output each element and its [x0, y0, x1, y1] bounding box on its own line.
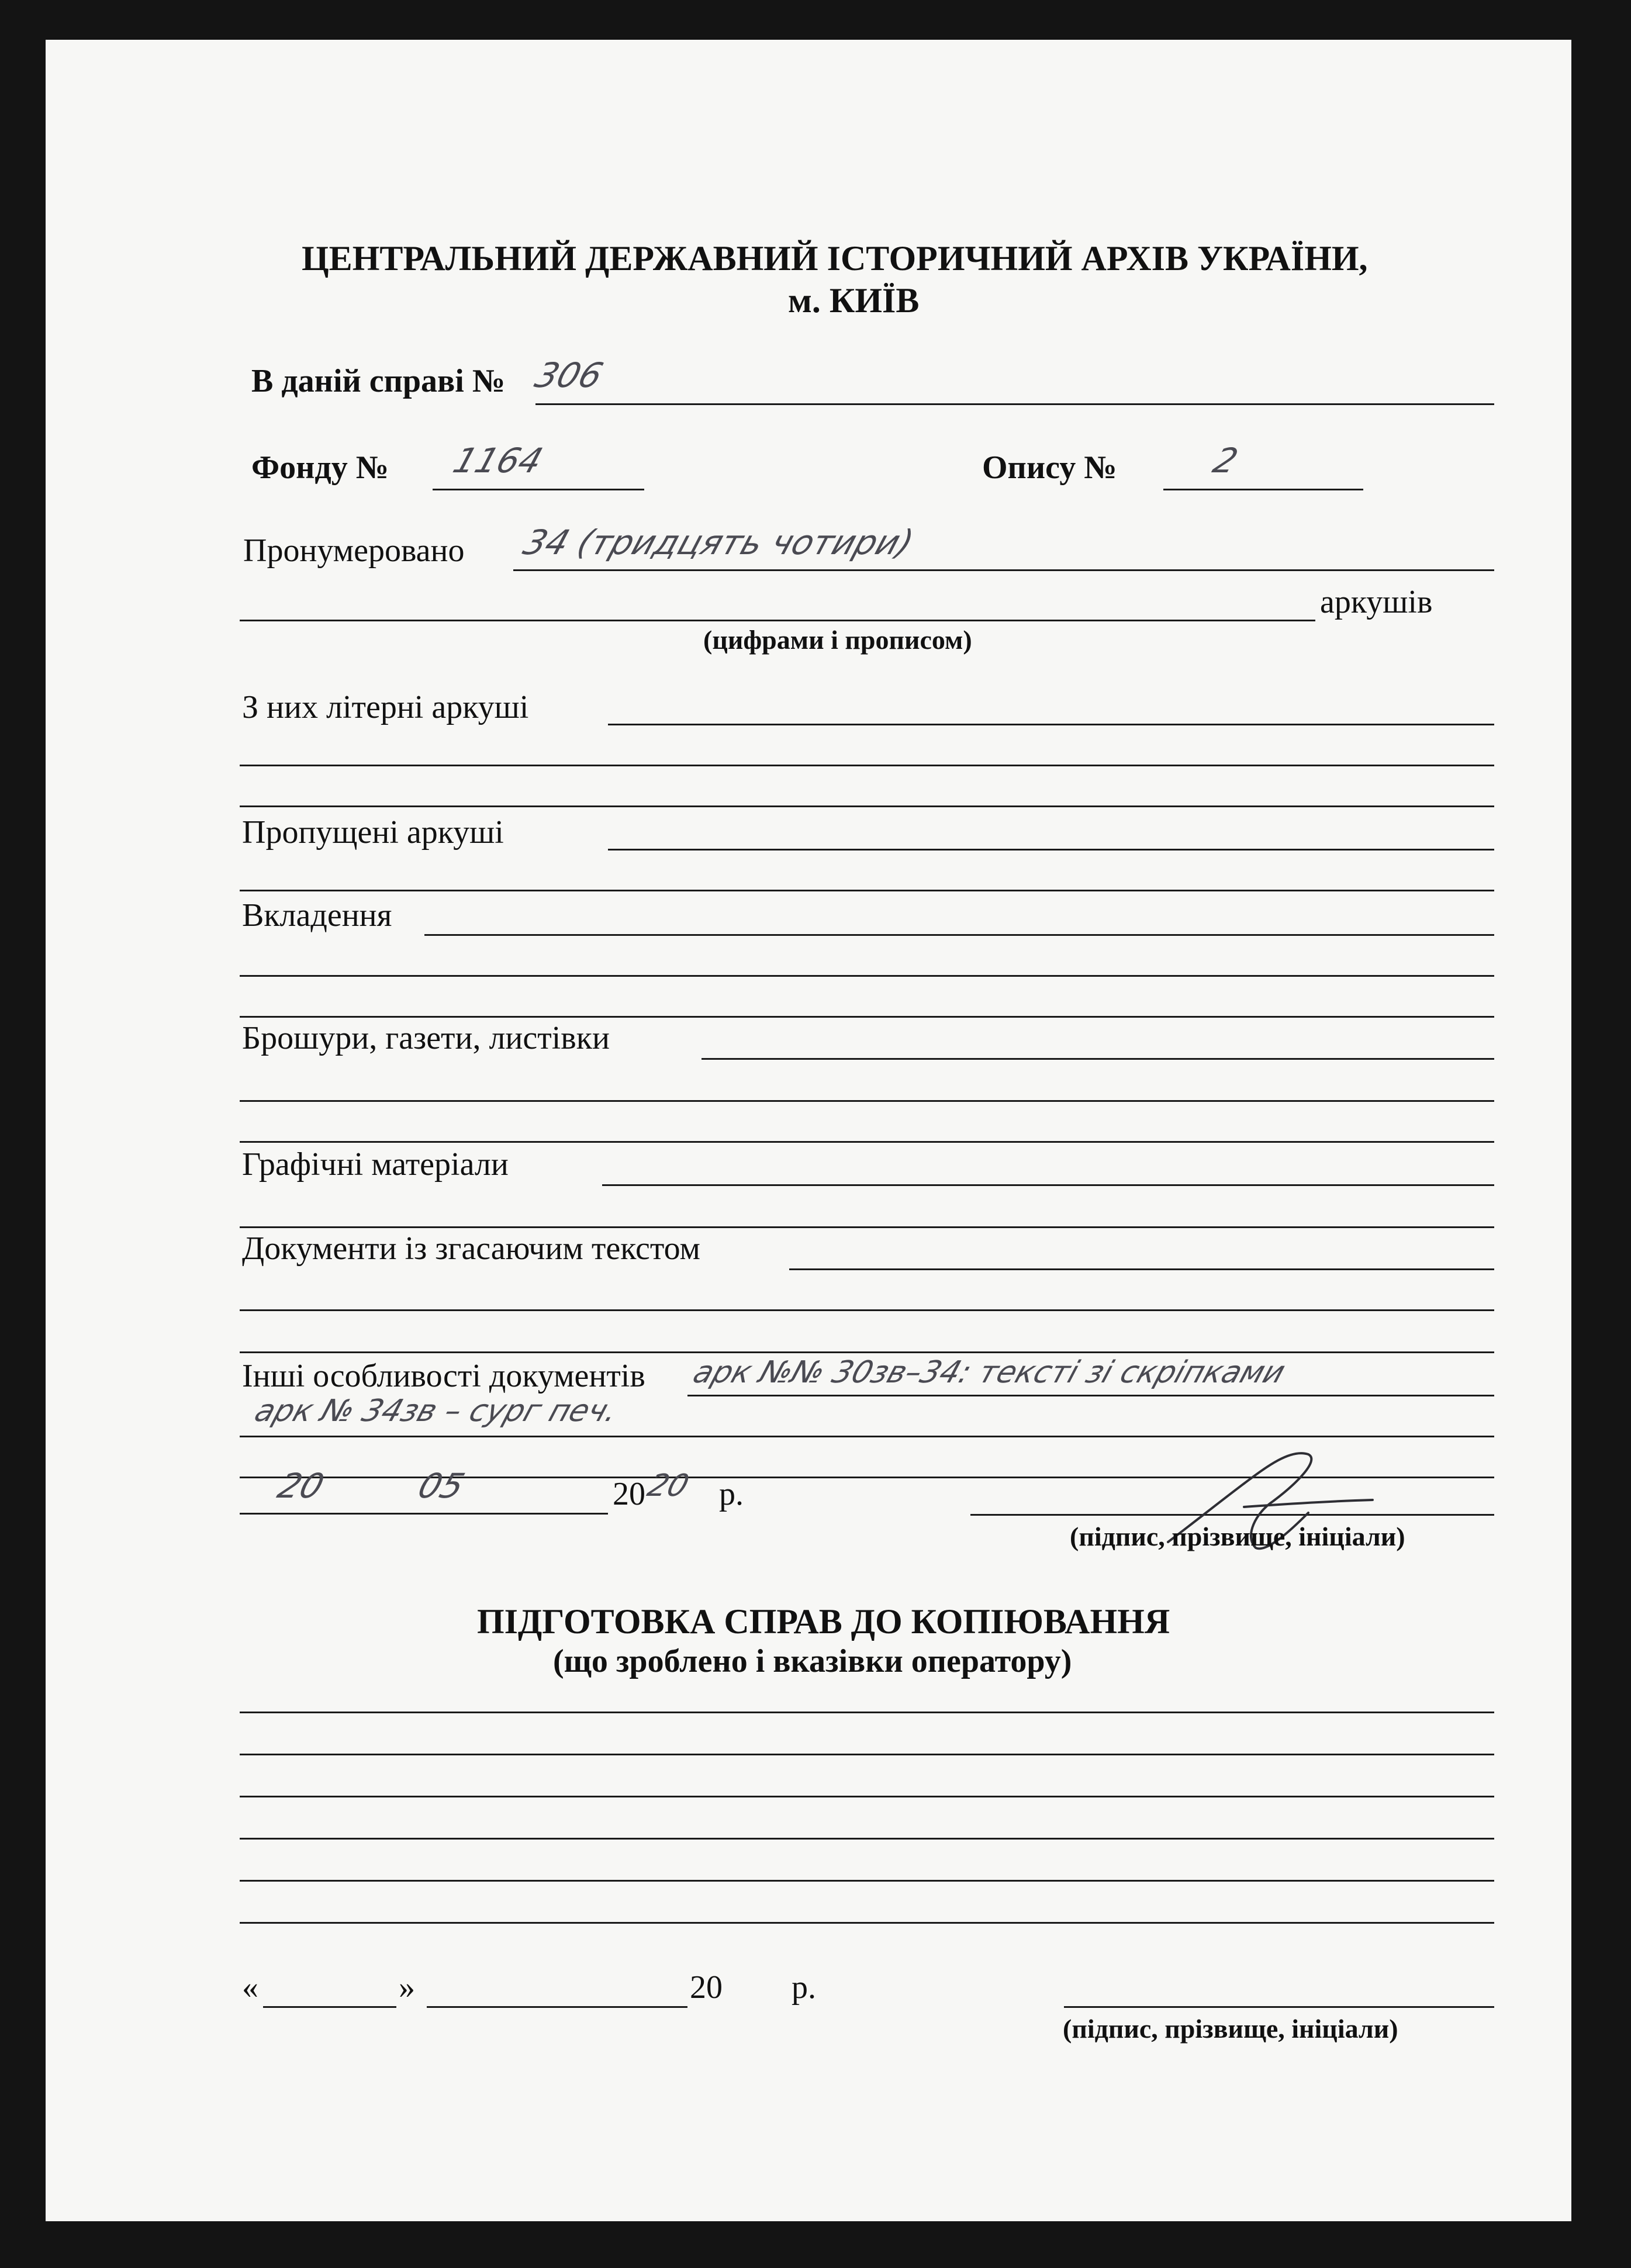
- brochures-line-2: [240, 1100, 1494, 1102]
- fading-line-2: [240, 1309, 1494, 1311]
- bottom-day-line: [263, 2006, 396, 2008]
- date-year-hw: 20: [643, 1468, 693, 1503]
- signature-hint-1: (підпис, прізвище, ініціали): [1070, 1522, 1405, 1551]
- numbered-line-1: [513, 569, 1494, 571]
- other-value-2: арк № 34зв – сург печ.: [250, 1394, 623, 1429]
- date-day: 20: [272, 1466, 329, 1506]
- date-suffix: р.: [719, 1476, 744, 1512]
- opys-value: 2: [1208, 441, 1243, 480]
- enclosures-label: Вкладення: [242, 897, 392, 934]
- section2-subtitle: (що зроблено і вказівки оператору): [553, 1643, 1072, 1679]
- document-sheet: [46, 40, 1571, 2221]
- date-year-prefix: 20: [613, 1476, 645, 1512]
- fading-line-3: [240, 1351, 1494, 1353]
- fading-label: Документи із згасаючим текстом: [242, 1230, 700, 1267]
- opys-label: Опису №: [982, 450, 1117, 486]
- archive-city: м. КИЇВ: [788, 281, 920, 320]
- sheets-suffix: аркушів: [1320, 584, 1433, 620]
- numbered-hint: (цифрами і прописом): [703, 625, 972, 655]
- fading-line-1: [789, 1268, 1494, 1270]
- case-line: [535, 403, 1494, 405]
- letter-sheets-line-3: [240, 805, 1494, 807]
- numbered-label: Пронумеровано: [243, 533, 465, 569]
- case-value: 306: [530, 355, 608, 395]
- graphics-line-2: [240, 1226, 1494, 1228]
- letter-sheets-line-2: [240, 765, 1494, 766]
- letter-sheets-line-1: [608, 724, 1494, 725]
- missed-sheets-line-1: [608, 849, 1494, 850]
- missed-sheets-label: Пропущені аркуші: [242, 814, 504, 850]
- prep-line-2: [240, 1754, 1494, 1755]
- signature-hint-2: (підпис, прізвище, ініціали): [1063, 2014, 1398, 2044]
- other-line-1: [687, 1395, 1494, 1396]
- date-month-line: [374, 1513, 608, 1515]
- prep-line-3: [240, 1796, 1494, 1797]
- bottom-year-suffix: р.: [792, 1969, 816, 2006]
- graphics-label: Графічні матеріали: [242, 1146, 509, 1183]
- brochures-line-1: [702, 1058, 1494, 1060]
- enclosures-line-3: [240, 1016, 1494, 1018]
- archive-title: ЦЕНТРАЛЬНИЙ ДЕРЖАВНИЙ ІСТОРИЧНИЙ АРХІВ УКРАЇНИ,: [302, 239, 1368, 278]
- quote-open: «: [242, 1969, 258, 2006]
- prep-line-1: [240, 1712, 1494, 1713]
- signature-line-2: [1064, 2006, 1494, 2008]
- fond-value: 1164: [448, 441, 548, 480]
- bottom-month-line: [427, 2006, 687, 2008]
- section2-title: ПІДГОТОВКА СПРАВ ДО КОПІЮВАННЯ: [477, 1602, 1170, 1641]
- letter-sheets-label: З них літерні аркуші: [242, 689, 529, 725]
- brochures-line-3: [240, 1141, 1494, 1143]
- opys-line: [1163, 489, 1363, 490]
- other-value-1: арк №№ 30зв–34: тексті зі скріпками: [689, 1355, 1290, 1390]
- case-label: В даній справі №: [251, 363, 506, 399]
- fond-label: Фонду №: [251, 450, 389, 486]
- prep-line-5: [240, 1880, 1494, 1882]
- quote-close: »: [399, 1969, 415, 2006]
- fond-line: [433, 489, 644, 490]
- brochures-label: Брошури, газети, листівки: [242, 1020, 610, 1056]
- date-day-line: [240, 1513, 392, 1515]
- enclosures-line-2: [240, 975, 1494, 977]
- numbered-line-2: [240, 620, 1315, 621]
- bottom-year-prefix: 20: [690, 1969, 723, 2006]
- graphics-line-1: [602, 1184, 1494, 1186]
- numbered-value: 34 (тридцять чотири): [518, 523, 919, 562]
- other-label: Інші особливості документів: [242, 1358, 645, 1394]
- enclosures-line-1: [424, 934, 1494, 936]
- date-month: 05: [413, 1466, 469, 1506]
- missed-sheets-line-2: [240, 890, 1494, 891]
- prep-line-4: [240, 1838, 1494, 1840]
- prep-line-6: [240, 1922, 1494, 1924]
